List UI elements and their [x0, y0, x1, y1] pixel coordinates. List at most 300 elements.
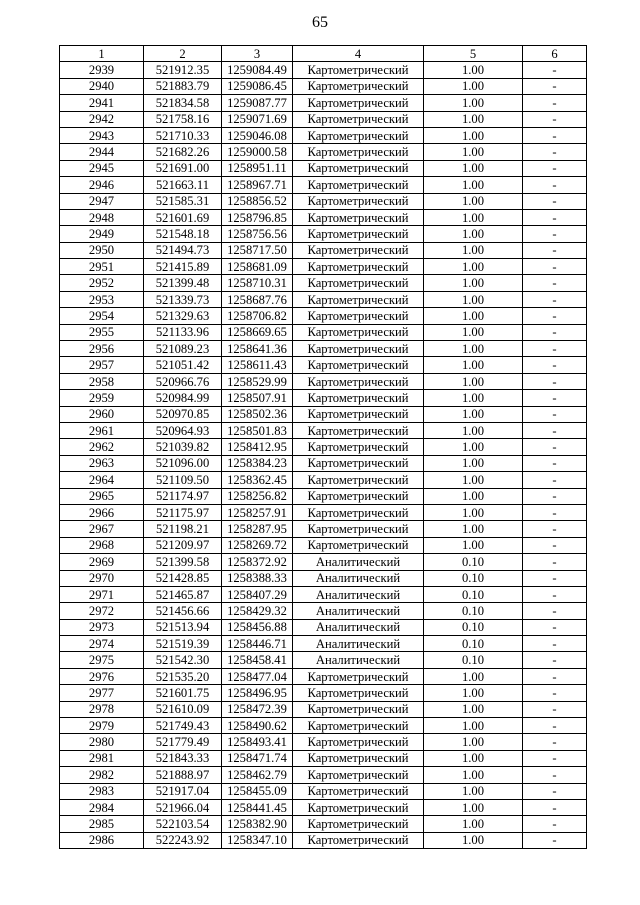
table-cell: 1259086.45	[222, 78, 293, 94]
table-cell: Картометрический	[293, 521, 424, 537]
table-cell: Картометрический	[293, 324, 424, 340]
table-cell: 1.00	[424, 472, 523, 488]
table-cell: Картометрический	[293, 504, 424, 520]
table-cell: 1.00	[424, 275, 523, 291]
table-cell: 521209.97	[144, 537, 222, 553]
table-cell: 2986	[60, 832, 144, 848]
table-cell: 521843.33	[144, 750, 222, 766]
table-cell: 1259071.69	[222, 111, 293, 127]
table-cell: 2963	[60, 455, 144, 471]
table-cell: 1258446.71	[222, 636, 293, 652]
table-cell: 521542.30	[144, 652, 222, 668]
table-cell: 521198.21	[144, 521, 222, 537]
table-cell: 1.00	[424, 242, 523, 258]
table-cell: 521089.23	[144, 341, 222, 357]
table-cell: -	[523, 652, 587, 668]
table-cell: Картометрический	[293, 341, 424, 357]
table-row	[60, 685, 587, 701]
table-cell: 2975	[60, 652, 144, 668]
table-cell: Картометрический	[293, 177, 424, 193]
table-cell: 1258347.10	[222, 832, 293, 848]
column-header: 3	[222, 46, 293, 62]
table-cell: Картометрический	[293, 816, 424, 832]
table-cell: -	[523, 570, 587, 586]
table-cell: 1258372.92	[222, 554, 293, 570]
column-header: 2	[144, 46, 222, 62]
table-cell: 2982	[60, 767, 144, 783]
table-cell: 1258710.31	[222, 275, 293, 291]
table-cell: 1258687.76	[222, 291, 293, 307]
table-cell: -	[523, 701, 587, 717]
table-cell: 1258441.45	[222, 799, 293, 815]
table-cell: Картометрический	[293, 406, 424, 422]
table-row	[60, 357, 587, 373]
coordinates-table	[59, 45, 587, 849]
table-cell: 0.10	[424, 603, 523, 619]
table-row	[60, 291, 587, 307]
table-cell: 521513.94	[144, 619, 222, 635]
table-cell: 1258490.62	[222, 718, 293, 734]
table-cell: 521174.97	[144, 488, 222, 504]
table-cell: 521912.35	[144, 62, 222, 78]
table-cell: 1.00	[424, 701, 523, 717]
table-row	[60, 390, 587, 406]
table-cell: 2980	[60, 734, 144, 750]
table-cell: 1258951.11	[222, 160, 293, 176]
table-cell: 1258456.88	[222, 619, 293, 635]
table-row	[60, 504, 587, 520]
table-row	[60, 275, 587, 291]
table-cell: Аналитический	[293, 554, 424, 570]
table-cell: -	[523, 718, 587, 734]
table-cell: 2971	[60, 586, 144, 602]
table-cell: 1258384.23	[222, 455, 293, 471]
table-cell: 2952	[60, 275, 144, 291]
table-cell: 2958	[60, 373, 144, 389]
table-cell: Аналитический	[293, 652, 424, 668]
table-cell: 1258493.41	[222, 734, 293, 750]
table-cell: Картометрический	[293, 783, 424, 799]
table-cell: 1259000.58	[222, 144, 293, 160]
table-row	[60, 144, 587, 160]
column-header: 5	[424, 46, 523, 62]
table-cell: 1258458.41	[222, 652, 293, 668]
table-cell: 1.00	[424, 226, 523, 242]
table-cell: -	[523, 95, 587, 111]
table-cell: 1.00	[424, 455, 523, 471]
table-cell: 0.10	[424, 652, 523, 668]
table-cell: Картометрический	[293, 472, 424, 488]
table-cell: 1258501.83	[222, 422, 293, 438]
table-cell: 2956	[60, 341, 144, 357]
table-cell: 1.00	[424, 324, 523, 340]
table-row	[60, 701, 587, 717]
table-cell: 2985	[60, 816, 144, 832]
table-cell: 1.00	[424, 504, 523, 520]
table-cell: Аналитический	[293, 586, 424, 602]
table-cell: -	[523, 357, 587, 373]
table-row	[60, 734, 587, 750]
table-cell: 521109.50	[144, 472, 222, 488]
table-cell: 1258471.74	[222, 750, 293, 766]
table-cell: 2943	[60, 127, 144, 143]
table-cell: 1.00	[424, 209, 523, 225]
table-cell: -	[523, 619, 587, 635]
table-cell: 1.00	[424, 488, 523, 504]
table-body	[60, 62, 587, 849]
table-cell: Картометрический	[293, 226, 424, 242]
table-cell: Картометрический	[293, 734, 424, 750]
table-cell: -	[523, 586, 587, 602]
table-row	[60, 554, 587, 570]
table-cell: 2984	[60, 799, 144, 815]
table-cell: 0.10	[424, 636, 523, 652]
table-cell: 1258502.36	[222, 406, 293, 422]
table-cell: 521710.33	[144, 127, 222, 143]
table-cell: 2940	[60, 78, 144, 94]
table-cell: 2966	[60, 504, 144, 520]
table-cell: Аналитический	[293, 570, 424, 586]
table-cell: 521663.11	[144, 177, 222, 193]
table-cell: Картометрический	[293, 767, 424, 783]
table-cell: Картометрический	[293, 259, 424, 275]
table-cell: 521096.00	[144, 455, 222, 471]
table-row	[60, 619, 587, 635]
table-cell: -	[523, 521, 587, 537]
table-cell: -	[523, 832, 587, 848]
table-cell: Картометрический	[293, 95, 424, 111]
table-cell: 2979	[60, 718, 144, 734]
table-cell: 521039.82	[144, 439, 222, 455]
table-cell: 1.00	[424, 439, 523, 455]
table-cell: 1.00	[424, 160, 523, 176]
table-cell: 1258462.79	[222, 767, 293, 783]
table-cell: 521610.09	[144, 701, 222, 717]
table-cell: -	[523, 537, 587, 553]
table-cell: 1.00	[424, 341, 523, 357]
table-cell: 1.00	[424, 78, 523, 94]
table-row	[60, 668, 587, 684]
table-cell: 521682.26	[144, 144, 222, 160]
table-cell: -	[523, 127, 587, 143]
table-cell: 2974	[60, 636, 144, 652]
table-cell: 2941	[60, 95, 144, 111]
table-cell: 1.00	[424, 832, 523, 848]
table-cell: -	[523, 144, 587, 160]
table-cell: 521399.58	[144, 554, 222, 570]
table-cell: -	[523, 439, 587, 455]
table-row	[60, 226, 587, 242]
table-row	[60, 718, 587, 734]
table-header-row	[60, 46, 587, 62]
table-cell: 521519.39	[144, 636, 222, 652]
table-cell: 2976	[60, 668, 144, 684]
table-cell: 1.00	[424, 111, 523, 127]
table-cell: 1.00	[424, 95, 523, 111]
table-cell: 2970	[60, 570, 144, 586]
table-cell: 1258472.39	[222, 701, 293, 717]
table-cell: 2973	[60, 619, 144, 635]
table-cell: 1258477.04	[222, 668, 293, 684]
table-row	[60, 570, 587, 586]
table-cell: 1.00	[424, 750, 523, 766]
table-cell: Картометрический	[293, 488, 424, 504]
table-row	[60, 259, 587, 275]
table-cell: 521175.97	[144, 504, 222, 520]
table-cell: 2953	[60, 291, 144, 307]
table-cell: 1259046.08	[222, 127, 293, 143]
table-row	[60, 160, 587, 176]
table-cell: -	[523, 472, 587, 488]
table-cell: 1.00	[424, 718, 523, 734]
table-cell: 2964	[60, 472, 144, 488]
table-cell: Картометрический	[293, 193, 424, 209]
table-cell: 0.10	[424, 570, 523, 586]
table-cell: Картометрический	[293, 111, 424, 127]
table-cell: 2962	[60, 439, 144, 455]
table-cell: -	[523, 193, 587, 209]
table-cell: Картометрический	[293, 144, 424, 160]
table-row	[60, 242, 587, 258]
table-cell: 1258256.82	[222, 488, 293, 504]
table-cell: 521834.58	[144, 95, 222, 111]
table-cell: 521917.04	[144, 783, 222, 799]
table-cell: Картометрический	[293, 799, 424, 815]
table-cell: 1258496.95	[222, 685, 293, 701]
column-header: 1	[60, 46, 144, 62]
table-cell: Картометрический	[293, 308, 424, 324]
table-cell: -	[523, 341, 587, 357]
table-cell: -	[523, 767, 587, 783]
table-cell: 522243.92	[144, 832, 222, 848]
table-cell: 1258287.95	[222, 521, 293, 537]
table-cell: -	[523, 783, 587, 799]
table-cell: 1258706.82	[222, 308, 293, 324]
table-row	[60, 636, 587, 652]
table-cell: Картометрический	[293, 439, 424, 455]
table-cell: 1258412.95	[222, 439, 293, 455]
table-cell: Картометрический	[293, 390, 424, 406]
table-cell: 1258529.99	[222, 373, 293, 389]
table-cell: 1.00	[424, 734, 523, 750]
table-cell: 520964.93	[144, 422, 222, 438]
table-cell: 521415.89	[144, 259, 222, 275]
table-cell: 521133.96	[144, 324, 222, 340]
table-cell: -	[523, 62, 587, 78]
table-cell: 2950	[60, 242, 144, 258]
table-row	[60, 209, 587, 225]
table-cell: 520966.76	[144, 373, 222, 389]
table-row	[60, 537, 587, 553]
table-cell: 1.00	[424, 668, 523, 684]
table-cell: 1258269.72	[222, 537, 293, 553]
column-header: 6	[523, 46, 587, 62]
table-cell: 2972	[60, 603, 144, 619]
table-cell: 521428.85	[144, 570, 222, 586]
table-row	[60, 406, 587, 422]
table-row	[60, 341, 587, 357]
table-row	[60, 127, 587, 143]
table-cell: Картометрический	[293, 291, 424, 307]
table-cell: 1258455.09	[222, 783, 293, 799]
table-cell: Картометрический	[293, 373, 424, 389]
table-cell: 1.00	[424, 799, 523, 815]
table-row	[60, 324, 587, 340]
table-row	[60, 816, 587, 832]
table-cell: Картометрический	[293, 832, 424, 848]
page-number: 65	[312, 14, 328, 31]
table-row	[60, 439, 587, 455]
table-cell: Картометрический	[293, 701, 424, 717]
table-cell: -	[523, 308, 587, 324]
table-cell: 1259087.77	[222, 95, 293, 111]
table-row	[60, 783, 587, 799]
table-cell: 520970.85	[144, 406, 222, 422]
table-cell: 521601.75	[144, 685, 222, 701]
table-cell: 521601.69	[144, 209, 222, 225]
table-cell: 1258388.33	[222, 570, 293, 586]
table-row	[60, 799, 587, 815]
table-cell: -	[523, 799, 587, 815]
table-cell: -	[523, 488, 587, 504]
table-row	[60, 111, 587, 127]
table-cell: -	[523, 226, 587, 242]
table-cell: 1258717.50	[222, 242, 293, 258]
table-cell: 1258641.36	[222, 341, 293, 357]
table-cell: 1.00	[424, 406, 523, 422]
table-cell: 521535.20	[144, 668, 222, 684]
table-cell: 1258507.91	[222, 390, 293, 406]
table-cell: 1.00	[424, 259, 523, 275]
table-cell: 1258856.52	[222, 193, 293, 209]
table-cell: 2965	[60, 488, 144, 504]
table-cell: 1.00	[424, 537, 523, 553]
table-cell: 2978	[60, 701, 144, 717]
table-cell: -	[523, 406, 587, 422]
table-cell: 2945	[60, 160, 144, 176]
table-row	[60, 373, 587, 389]
table-cell: 2944	[60, 144, 144, 160]
table-cell: 2981	[60, 750, 144, 766]
table-cell: 2951	[60, 259, 144, 275]
table-cell: -	[523, 636, 587, 652]
table-row	[60, 308, 587, 324]
table-cell: 521494.73	[144, 242, 222, 258]
table-row	[60, 472, 587, 488]
table-cell: 1.00	[424, 783, 523, 799]
table-row	[60, 62, 587, 78]
table-cell: 521051.42	[144, 357, 222, 373]
table-cell: 521465.87	[144, 586, 222, 602]
table-cell: -	[523, 78, 587, 94]
table-row	[60, 832, 587, 848]
table-cell: 2948	[60, 209, 144, 225]
table-row	[60, 455, 587, 471]
table-cell: -	[523, 668, 587, 684]
table-cell: -	[523, 324, 587, 340]
table-cell: Картометрический	[293, 422, 424, 438]
table-cell: -	[523, 242, 587, 258]
table-cell: 2983	[60, 783, 144, 799]
table-cell: 521399.48	[144, 275, 222, 291]
table-cell: 1.00	[424, 373, 523, 389]
table-cell: 1259084.49	[222, 62, 293, 78]
table-cell: 2955	[60, 324, 144, 340]
table-cell: -	[523, 734, 587, 750]
table-cell: 1258669.65	[222, 324, 293, 340]
table-cell: 521779.49	[144, 734, 222, 750]
table-row	[60, 521, 587, 537]
table-cell: 1258756.56	[222, 226, 293, 242]
table-cell: 1.00	[424, 127, 523, 143]
table-cell: Картометрический	[293, 668, 424, 684]
table-cell: 521883.79	[144, 78, 222, 94]
table-cell: 1.00	[424, 62, 523, 78]
table-cell: 1258429.32	[222, 603, 293, 619]
table-cell: 1.00	[424, 177, 523, 193]
table-cell: Картометрический	[293, 62, 424, 78]
table-cell: 1.00	[424, 291, 523, 307]
column-header: 4	[293, 46, 424, 62]
table-row	[60, 750, 587, 766]
table-row	[60, 193, 587, 209]
table-cell: -	[523, 554, 587, 570]
table-cell: 1258362.45	[222, 472, 293, 488]
table-cell: 1258611.43	[222, 357, 293, 373]
table-cell: -	[523, 373, 587, 389]
table-cell: 1.00	[424, 308, 523, 324]
table-cell: 1.00	[424, 685, 523, 701]
table-row	[60, 603, 587, 619]
table-cell: -	[523, 750, 587, 766]
table-row	[60, 488, 587, 504]
table-cell: 521749.43	[144, 718, 222, 734]
table-row	[60, 586, 587, 602]
table-cell: 2968	[60, 537, 144, 553]
table-cell: Картометрический	[293, 242, 424, 258]
table-row	[60, 177, 587, 193]
table-cell: -	[523, 390, 587, 406]
table-cell: Аналитический	[293, 619, 424, 635]
table-cell: 1258407.29	[222, 586, 293, 602]
table-cell: -	[523, 160, 587, 176]
table-cell: 2949	[60, 226, 144, 242]
table-row	[60, 422, 587, 438]
table-cell: Картометрический	[293, 685, 424, 701]
table-cell: 522103.54	[144, 816, 222, 832]
table-cell: Аналитический	[293, 603, 424, 619]
table-cell: Аналитический	[293, 636, 424, 652]
table-cell: 1.00	[424, 144, 523, 160]
table-cell: Картометрический	[293, 537, 424, 553]
table-cell: 521456.66	[144, 603, 222, 619]
table-cell: Картометрический	[293, 750, 424, 766]
table-row	[60, 767, 587, 783]
table-cell: 1.00	[424, 193, 523, 209]
table-cell: 0.10	[424, 586, 523, 602]
table-cell: 521339.73	[144, 291, 222, 307]
table-cell: 1258967.71	[222, 177, 293, 193]
table-cell: 1258257.91	[222, 504, 293, 520]
table-cell: 2954	[60, 308, 144, 324]
table-cell: 521758.16	[144, 111, 222, 127]
table-cell: Картометрический	[293, 209, 424, 225]
table-cell: 520984.99	[144, 390, 222, 406]
table-cell: 2969	[60, 554, 144, 570]
table-cell: -	[523, 504, 587, 520]
table-cell: 521966.04	[144, 799, 222, 815]
table-cell: Картометрический	[293, 718, 424, 734]
